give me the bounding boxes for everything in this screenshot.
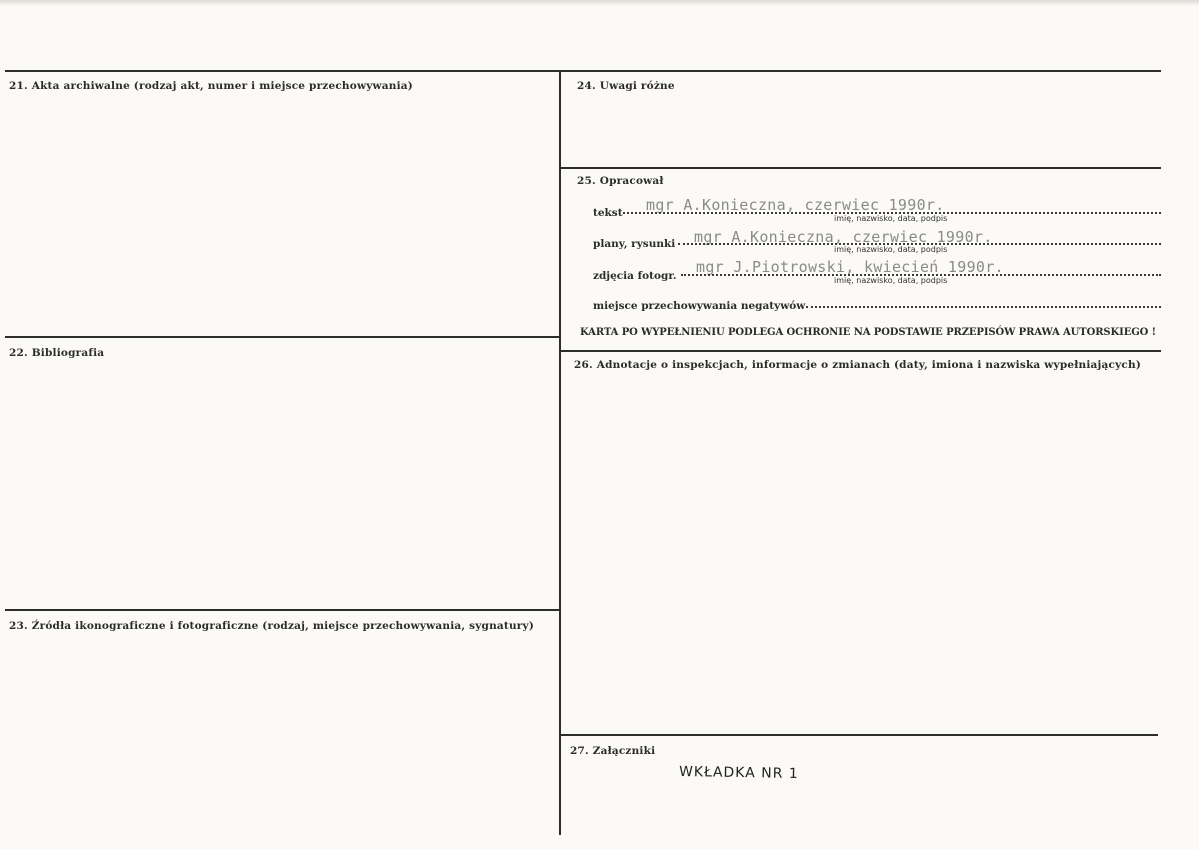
negatives-dotline <box>806 306 1161 308</box>
column-divider <box>559 70 561 835</box>
top-rule <box>5 70 1161 72</box>
section-24-label: 24. Uwagi różne <box>577 80 675 92</box>
plans-label: plany, rysunki <box>593 238 676 250</box>
section-21-label: 21. Akta archiwalne (rodzaj akt, numer i miejsce przechowywania) <box>9 80 413 92</box>
negatives-label: miejsce przechowywania negatywów <box>593 300 806 312</box>
plans-value: mgr A.Konieczna, czerwiec 1990r. <box>694 228 993 246</box>
photos-label: zdjęcia fotogr. <box>593 270 677 282</box>
section-22-label: 22. Bibliografia <box>9 347 105 359</box>
section-26-label: 26. Adnotacje o inspekcjach, informacje o zmianach (daty, imiona i nazwiska wypełniających) <box>574 359 1142 371</box>
section-25-label: 25. Opracował <box>577 175 664 187</box>
photos-hint: imię, nazwisko, data, podpis <box>834 276 948 285</box>
rule-25-26 <box>561 350 1161 352</box>
section-27-label: 27. Załączniki <box>570 745 656 757</box>
page-edge <box>0 0 1199 6</box>
plans-hint: imię, nazwisko, data, podpis <box>834 245 948 254</box>
rule-26-27 <box>561 734 1158 736</box>
rule-22-23 <box>5 609 561 611</box>
copyright-notice: KARTA PO WYPEŁNIENIU PODLEGA OCHRONIE NA PODSTAWIE PRZEPISÓW PRAWA AUTORSKIEGO ! <box>580 327 1156 338</box>
rule-21-22 <box>5 336 561 338</box>
photos-value: mgr J.Piotrowski, kwiecień 1990r. <box>696 258 1004 276</box>
text-hint: imię, nazwisko, data, podpis <box>834 214 948 223</box>
text-label: tekst <box>593 207 623 219</box>
text-value: mgr A.Konieczna, czerwiec 1990r. <box>646 196 945 214</box>
attachment-handwritten: WKŁADKA NR 1 <box>678 763 799 783</box>
section-23-label: 23. Źródła ikonograficzne i fotograficzne (rodzaj, miejsce przechowywania, sygnatury) <box>9 620 534 632</box>
rule-24-25 <box>561 167 1161 169</box>
